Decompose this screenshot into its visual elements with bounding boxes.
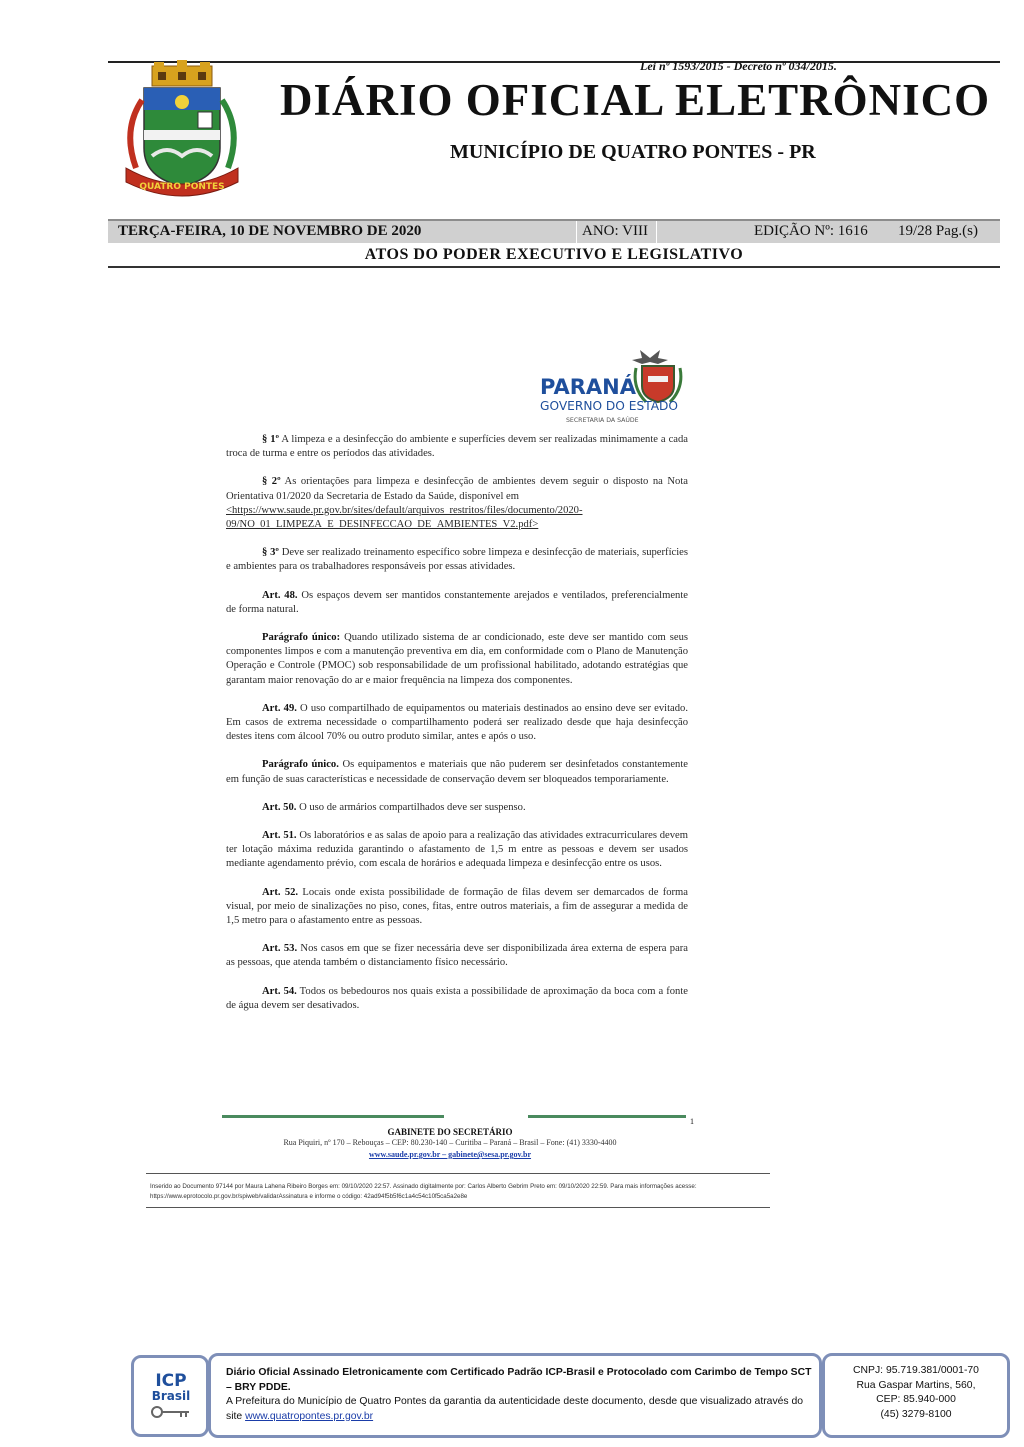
quatropontes-site-link[interactable]: www.quatropontes.pr.gov.br	[245, 1410, 374, 1422]
signature-info: Inserido ao Documento 97144 por Maura Lahena Ribeiro Borges em: 09/10/2020 22:57. Assinado digitalmente por: Carlos Alberto Gebrim Preto em: 09/10/2020 22:59. Para mais informações acesse: https://www.eprotocolo.pr.gov.br/spiweb/validarAssinatura e informe o código: 42ad94f5b5f6c1a4c54c10f5ca5a2e8e	[150, 1183, 697, 1200]
svg-text:SECRETARIA DA SAÚDE: SECRETARIA DA SAÚDE	[566, 417, 639, 424]
lei-decreto: Lei nº 1593/2015 - Decreto nº 034/2015.	[640, 59, 837, 73]
article-50: Art. 50. O uso de armários compartilhados deve ser suspenso.	[262, 801, 526, 813]
document-page-number: 1	[690, 1117, 694, 1126]
edition-date: TERÇA-FEIRA, 10 DE NOVEMBRO DE 2020	[118, 223, 422, 239]
document-body	[226, 433, 688, 1027]
info-separator	[576, 221, 577, 243]
article-49: Art. 49. O uso compartilhado de equipamentos ou materiais destinados ao ensino deve ser evitado. Em casos de extrema necessidade o compartilhamento poderá ser realizado desde que haja desinfecção destes itens com álcool 70% ou outro produto similar, antes e após o uso.	[226, 702, 689, 743]
svg-text:GOVERNO DO ESTADO: GOVERNO DO ESTADO	[540, 399, 679, 413]
svg-text:Brasil: Brasil	[151, 1389, 191, 1403]
certification-text	[226, 1366, 816, 1424]
document-footer-rule	[222, 1115, 444, 1118]
contact-phone: (45) 3279-8100	[880, 1408, 952, 1420]
article-52: Art. 52. Locais onde exista possibilidade de formação de filas devem ser demarcados de forma visual, por meio de sinalizações no piso, cones, fitas, entre outros materiais, a fim de assegurar a medida de 1,5 metro para o afastamento entre as pessoas.	[226, 886, 688, 927]
paragraph-1: § 1º A limpeza e a desinfecção do ambiente e superfícies devem ser realizadas minimamente a cada troca de turma e entre os períodos das atividades.	[226, 434, 688, 460]
nota-orientativa-link[interactable]: <https://www.saude.pr.gov.br/sites/default/arquivos_restritos/files/documento/2020-09/NO_01_LIMPEZA_E_DESINFECCAO_DE_AMBIENTES_V2.pdf>	[226, 504, 583, 531]
section-rule	[108, 266, 1000, 268]
paragrafo-unico-49: Parágrafo único. Os equipamentos e materiais que não puderem ser desinfetados constantemente em função de suas características e necessidade de conservação devem ser bloqueados temporariamente.	[226, 759, 688, 785]
gabinete-address: Rua Piquiri, nº 170 – Rebouças – CEP: 80.230-140 – Curitiba – Paraná – Brasil – Fone: (41) 3330-4400	[283, 1138, 617, 1147]
edition-info-bar	[108, 219, 1000, 243]
paragrafo-unico-48: Parágrafo único: Quando utilizado sistema de ar condicionado, este deve ser mantido com seus componentes limpos e com a manutenção preventiva em dia, em conformidade com o Plano de Manutenção Operação e Controle (PMOC) sob responsabilidade de um profissional habilitado, adotando estratégias que garantam maior renovação do ar e maior frequência na limpeza dos componentes.	[226, 632, 688, 686]
article-53: Art. 53. Nos casos em que se fizer necessária deve ser disponibilizada área externa de espera para as pessoas, que atenda também o distanciamento físico necessário.	[226, 943, 689, 969]
svg-text:PARANÁ: PARANÁ	[540, 375, 636, 399]
contact-info	[826, 1364, 1006, 1422]
section-title: ATOS DO PODER EXECUTIVO E LEGISLATIVO	[364, 246, 744, 263]
contact-cep: CEP: 85.940-000	[876, 1394, 956, 1406]
crest-ribbon-text: QUATRO PONTES	[139, 182, 225, 192]
svg-text:ICP: ICP	[155, 1371, 187, 1391]
municipal-crest-logo	[112, 60, 252, 200]
municipio-subtitle: MUNICÍPIO DE QUATRO PONTES - PR	[450, 141, 816, 163]
edition-pages: 19/28 Pag.(s)	[898, 223, 978, 239]
page-title: DIÁRIO OFICIAL ELETRÔNICO	[280, 75, 991, 125]
gabinete-links[interactable]: www.saude.pr.gov.br – gabinete@sesa.pr.gov.br	[368, 1150, 532, 1159]
signature-rule	[146, 1173, 770, 1174]
edition-year: ANO: VIII	[582, 223, 648, 239]
info-separator	[656, 221, 657, 243]
cnpj: CNPJ: 95.719.381/0001-70	[853, 1365, 979, 1376]
icp-brasil-logo	[145, 1368, 197, 1424]
article-48: Art. 48. Os espaços devem ser mantidos constantemente arejados e ventilados, preferencialmente de forma natural.	[226, 589, 688, 615]
signature-rule	[146, 1207, 770, 1208]
certification-line-2: A Prefeitura do Município de Quatro Pontes da garantia da autenticidade deste documento, desde que visualizado através do site www.quatropontes.pr.gov.br	[226, 1396, 804, 1422]
parana-government-logo	[536, 346, 688, 426]
article-54: Art. 54. Todos os bebedouros nos quais exista a possibilidade de aproximação da boca com a fonte de água devem ser desativados.	[226, 985, 688, 1011]
article-51: Art. 51. Os laboratórios e as salas de apoio para a realização das atividades extracurriculares devem ter lotação máxima reduzida garantindo o afastamento de 1,5 m entre as pessoas e devem ser usados mediante agendamento prévio, com escala de horários e adequada limpeza e desinfecção entre os usos.	[226, 830, 688, 870]
document-footer-rule	[528, 1115, 686, 1118]
gabinete-title: GABINETE DO SECRETÁRIO	[387, 1127, 513, 1137]
edition-number: EDIÇÃO Nº: 1616	[754, 223, 868, 239]
paragraph-3: § 3º Deve ser realizado treinamento específico sobre limpeza e desinfecção de materiais, superfícies e ambientes para os trabalhadores responsáveis por essas atividades.	[226, 547, 688, 573]
contact-address: Rua Gaspar Martins, 560,	[856, 1379, 976, 1391]
paragraph-2: § 2º As orientações para limpeza e desinfecção de ambientes devem seguir o disposto na Nota Orientativa 01/2020 da Secretaria de Estado da Saúde, disponível em <https://www.saude.pr.gov.br/sites/default/arquivos_restritos/files/documento/2020-09/NO_01_LIMPEZA_E_DESINFECCAO_DE_AMBIENTES_V2.pdf>	[226, 476, 688, 531]
certification-line-1: Diário Oficial Assinado Eletronicamente com Certificado Padrão ICP-Brasil e Protocolado com Carimbo de Tempo SCT – BRY PDDE.	[226, 1367, 812, 1393]
